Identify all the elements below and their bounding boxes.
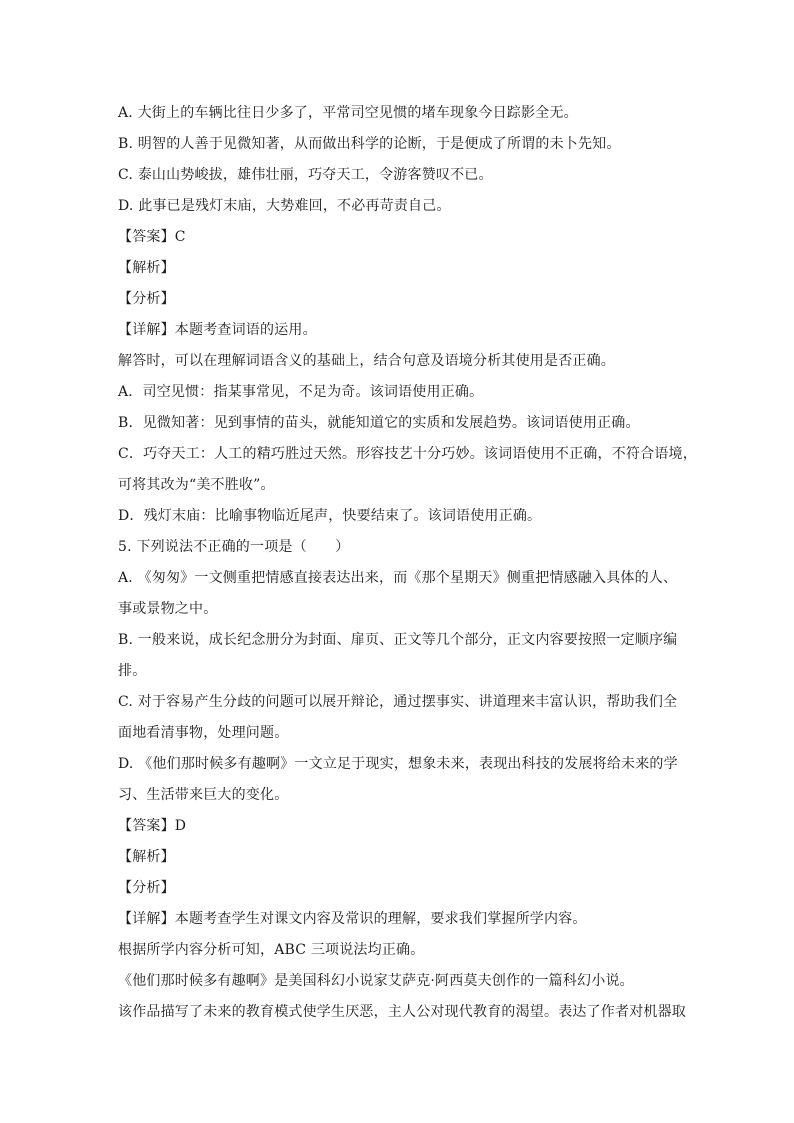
q5-option-c-continued: 面地看清事物，处理问题。 bbox=[118, 725, 289, 741]
q5-option-b-continued: 排。 bbox=[118, 663, 147, 679]
explanation-b: B．见微知著：见到事情的苗头，就能知道它的实质和发展趋势。该词语使用正确。 bbox=[118, 415, 640, 431]
q5-analysis-sub-heading: 【分析】 bbox=[118, 880, 175, 896]
analysis-heading: 【解析】 bbox=[118, 260, 175, 276]
option-b-text: B. 明智的人善于见微知著，从而做出科学的论断，于是便成了所谓的未卜先知。 bbox=[118, 136, 621, 152]
question-5-stem: 5. 下列说法不正确的一项是（ ） bbox=[118, 539, 350, 555]
q5-option-a: A. 《匆匆》一文侧重把情感直接表达出来，而《那个星期天》侧重把情感融入具体的人、 bbox=[118, 570, 678, 586]
q5-option-b: B. 一般来说，成长纪念册分为封面、扉页、正文等几个部分，正文内容要按照一定顺序编 bbox=[118, 632, 678, 648]
q5-option-d: D. 《他们那时候多有趣啊》一文立足于现实，想象未来，表现出科技的发展将给未来的学 bbox=[118, 756, 678, 772]
analysis-sub-heading: 【分析】 bbox=[118, 291, 175, 307]
q5-detail-explanation: 【详解】本题考查学生对课文内容及常识的理解，要求我们掌握所学内容。 bbox=[118, 911, 587, 927]
option-a-text: A. 大街上的车辆比往日少多了，平常司空见惯的堵车现象今日踪影全无。 bbox=[118, 105, 578, 121]
option-d-text: D. 此事已是残灯末庙，大势难回，不必再苛责自己。 bbox=[118, 198, 451, 214]
paragraph-line: 《他们那时候多有趣啊》是美国科幻小说家艾萨克·阿西莫夫创作的一篇科幻小说。 bbox=[118, 973, 634, 989]
paragraph-line: 根据所学内容分析可知，ABC 三项说法均正确。 bbox=[118, 942, 425, 958]
q5-analysis-heading: 【解析】 bbox=[118, 849, 175, 865]
explanation-c: C．巧夺天工：人工的精巧胜过天然。形容技艺十分巧妙。该词语使用不正确，不符合语境， bbox=[118, 446, 697, 462]
explanation-d: D．残灯末庙：比喻事物临近尾声，快要结束了。该词语使用正确。 bbox=[118, 508, 542, 524]
q5-answer-label: 【答案】D bbox=[118, 818, 187, 834]
paragraph-line: 解答时，可以在理解词语含义的基础上，结合句意及语境分析其使用是否正确。 bbox=[118, 353, 615, 369]
q5-option-c: C. 对于容易产生分歧的问题可以展开辩论，通过摆事实、讲道理来丰富认识，帮助我们全 bbox=[118, 694, 678, 710]
explanation-a: A．司空见惯：指某事常见，不足为奇。该词语使用正确。 bbox=[118, 384, 484, 400]
q5-option-d-continued: 习、生活带来巨大的变化。 bbox=[118, 787, 289, 803]
paragraph-line: 该作品描写了未来的教育模式使学生厌恶，主人公对现代教育的渴望。表达了作者对机器取 bbox=[118, 1004, 686, 1020]
q5-option-a-continued: 事或景物之中。 bbox=[118, 601, 218, 617]
explanation-c-continued: 可将其改为“美不胜收”。 bbox=[118, 477, 275, 493]
option-c-text: C. 泰山山势峻拔，雄伟壮丽，巧夺天工，令游客赞叹不已。 bbox=[118, 167, 493, 183]
detail-explanation: 【详解】本题考查词语的运用。 bbox=[118, 322, 317, 338]
answer-label: 【答案】C bbox=[118, 229, 186, 245]
